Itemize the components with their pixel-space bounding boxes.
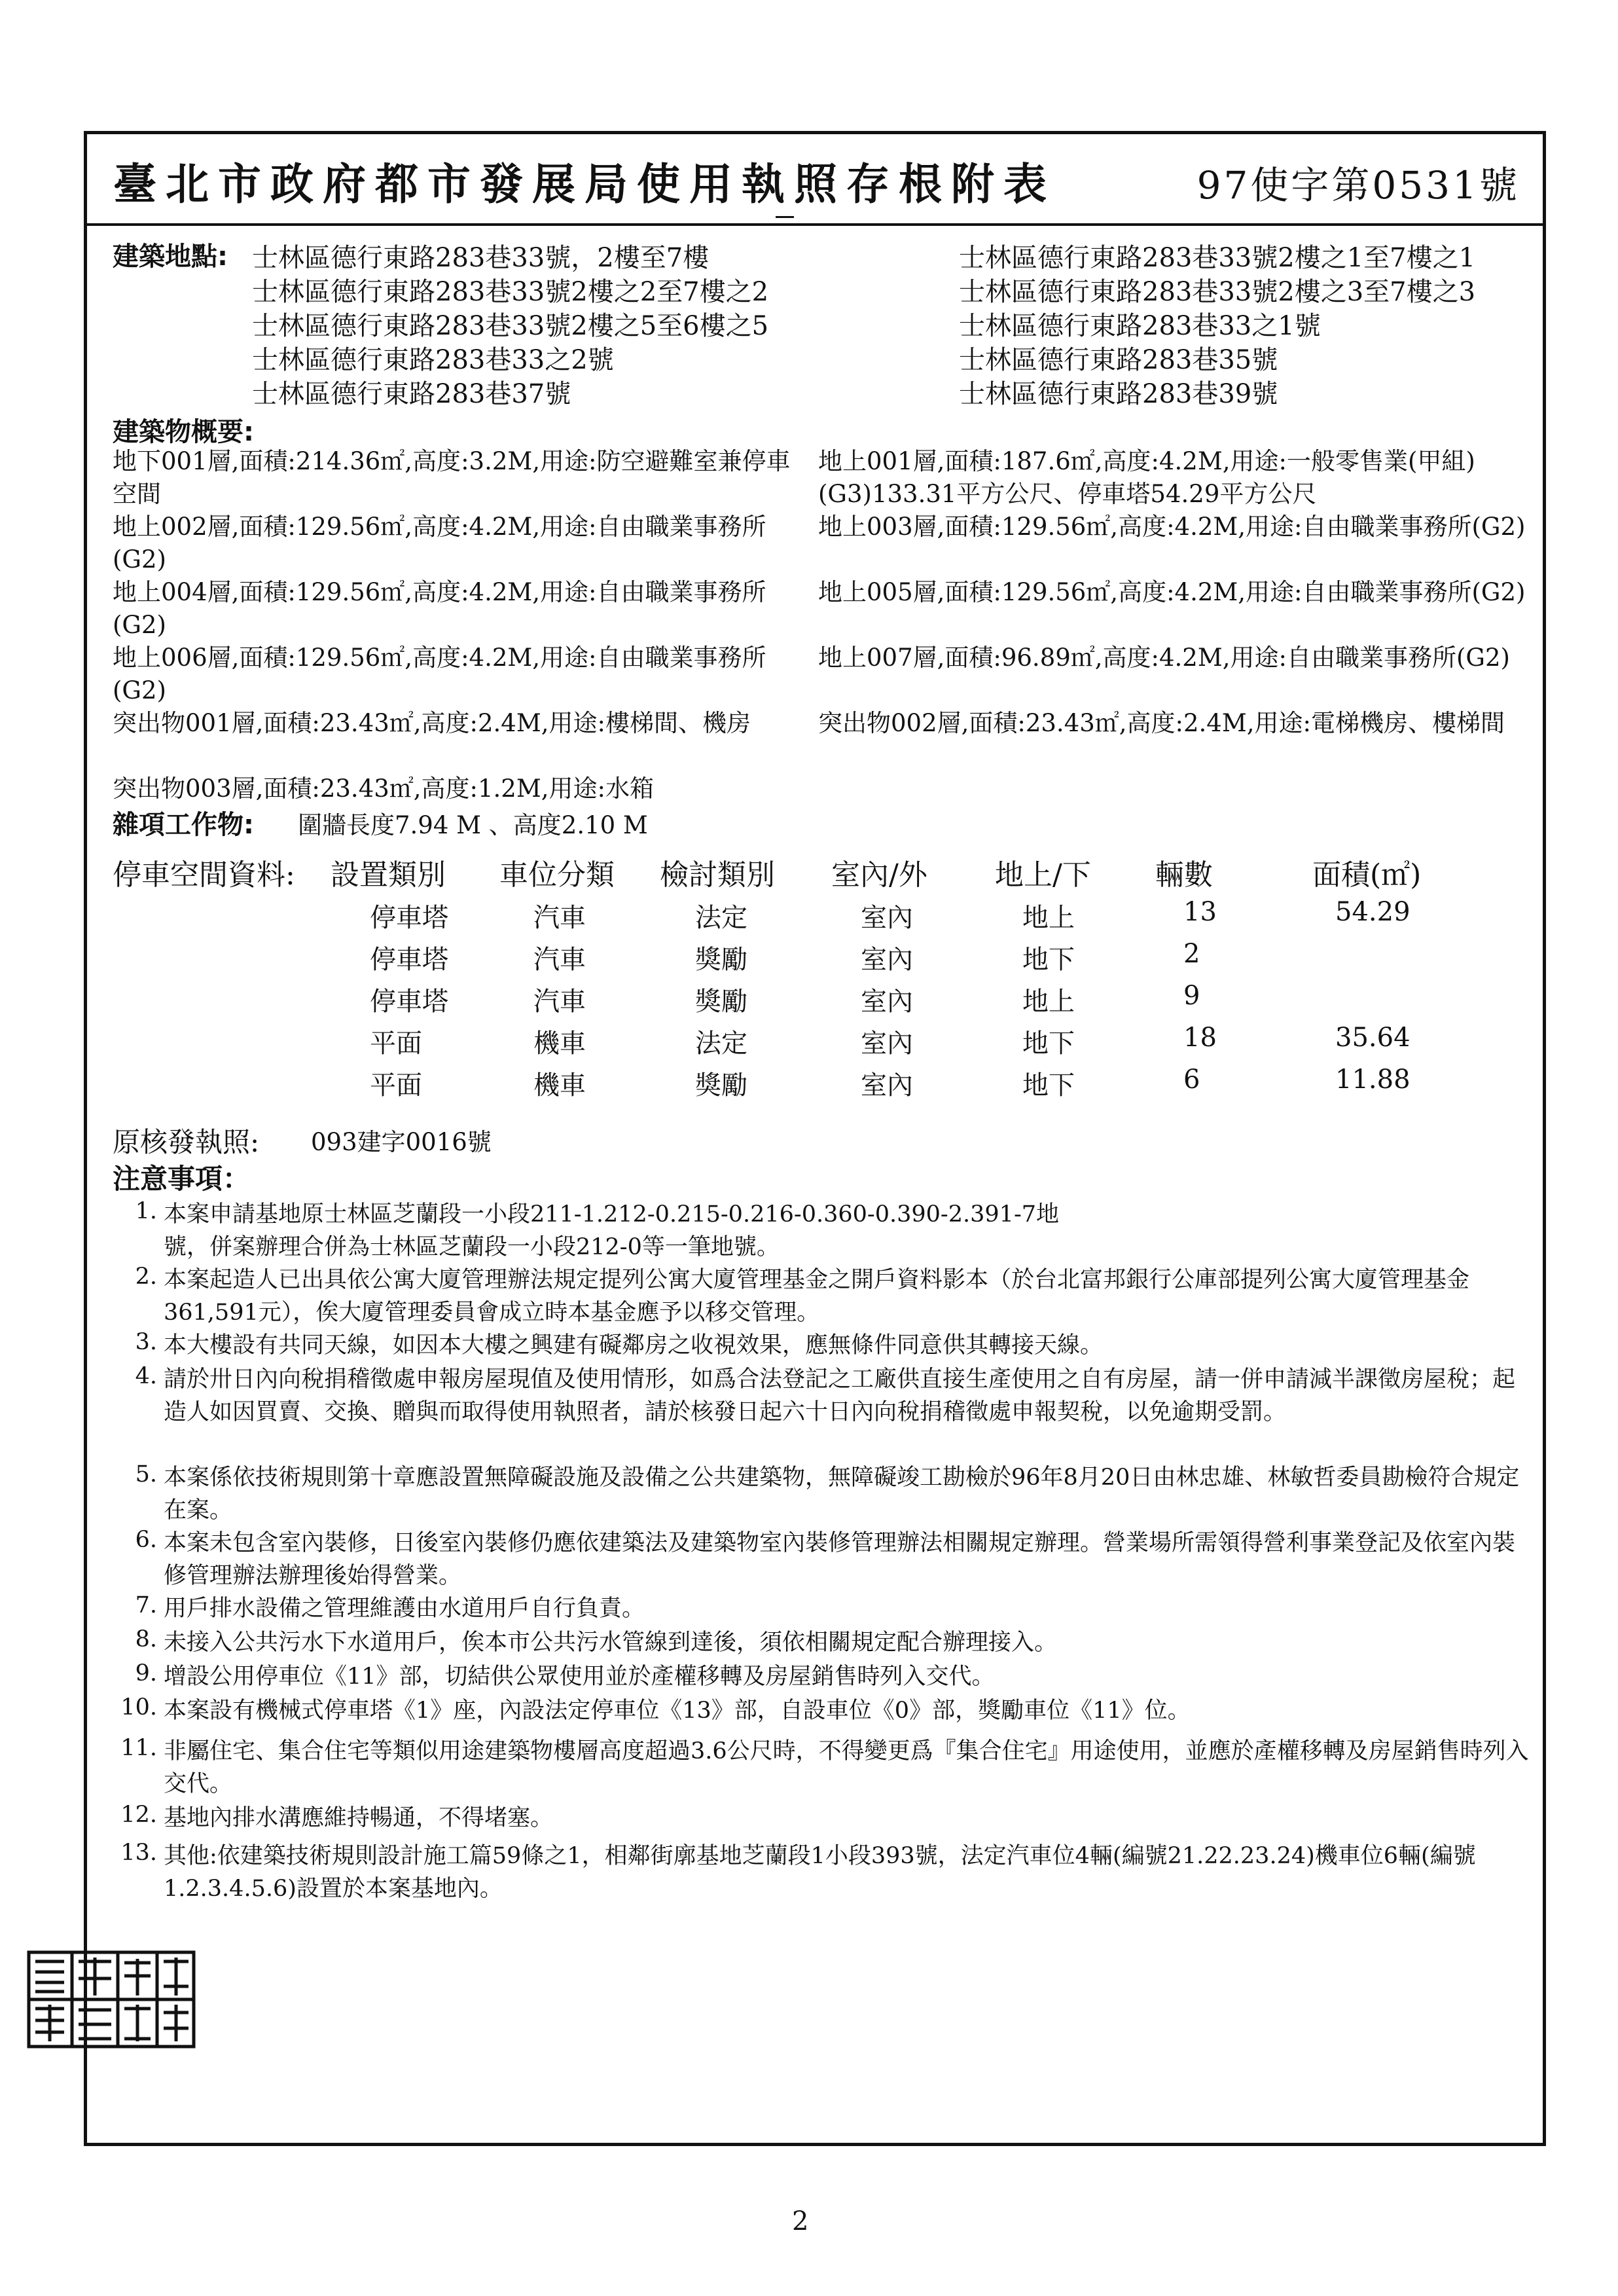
location-right-5: 士林區德行東路283巷39號 (959, 379, 1278, 409)
location-left-2: 士林區德行東路283巷33號2樓之2至7樓之2 (252, 277, 769, 307)
note-item: 非屬住宅、集合住宅等類似用途建築物樓層高度超過3.6公尺時，不得變更爲『集合住宅』用途使用，並應於產權移轉及房屋銷售時列入交代。 (164, 1738, 1529, 1797)
cell-count: 6 (1183, 1065, 1200, 1095)
cell-inout: 室內 (861, 987, 913, 1017)
location-right-1: 士林區德行東路283巷33號2樓之1至7樓之1 (959, 243, 1476, 273)
document-header (84, 131, 1546, 226)
note-item: 本大樓設有共同天線，如因本大樓之興建有礙鄰房之收視效果，應無條件同意供其轉接天線。 (164, 1332, 1104, 1358)
cell-review: 法定 (695, 1029, 747, 1059)
cell-count: 13 (1183, 897, 1217, 927)
note-number: 2. (135, 1264, 157, 1290)
note-number: 13. (120, 1840, 157, 1866)
cell-count: 18 (1183, 1023, 1217, 1053)
cell-class: 機車 (533, 1029, 586, 1059)
note-item: 本案申請基地原士林區芝蘭段一小段211-1.212-0.215-0.216-0.360-0.390-2.391-7地號，併案辦理合併為士林區芝蘭段一小段212-0等一筆地號。 (164, 1201, 1060, 1260)
cell-class: 汽車 (533, 903, 586, 933)
floor-5f: 地上005層,面積:129.56㎡,高度:4.2M,用途:自由職業事務所(G2) (818, 578, 1526, 606)
parking-header-review: 檢討類別 (660, 858, 775, 892)
note-number: 6. (135, 1527, 157, 1553)
floor-b1: 地下001層,面積:214.36㎡,高度:3.2M,用途:防空避難室兼停車空間 (113, 447, 791, 508)
parking-label: 停車空間資料: (113, 858, 295, 892)
location-right-3: 士林區德行東路283巷33之1號 (959, 311, 1321, 341)
document-title: 臺北市政府都市發展局使用執照存根附表 (113, 158, 1056, 210)
note-number: 10. (120, 1694, 157, 1721)
floor-2f: 地上002層,面積:129.56㎡,高度:4.2M,用途:自由職業事務所(G2) (113, 513, 766, 574)
cell-level: 地上 (1022, 987, 1075, 1017)
parking-header-count: 輛數 (1155, 858, 1213, 892)
note-number: 7. (135, 1592, 157, 1618)
location-left-4: 士林區德行東路283巷33之2號 (252, 345, 614, 375)
note-item: 其他:依建築技術規則設計施工篇59條之1，相鄰街廓基地芝蘭段1小段393號，法定汽車位4輛(編號21.22.23.24)機車位6輛(編號1.2.3.4.5.6)設置於本案基地內。 (164, 1843, 1476, 1902)
cell-class: 汽車 (533, 987, 586, 1017)
floor-1f: 地上001層,面積:187.6㎡,高度:4.2M,用途:一般零售業(甲組)(G3)133.31平方公尺、停車塔54.29平方公尺 (818, 447, 1475, 508)
note-item: 請於卅日內向稅捐稽徵處申報房屋現值及使用情形，如爲合法登記之工廠供直接生產使用之自有房屋，請一併申請減半課徵房屋稅；起造人如因買賣、交換、贈與而取得使用執照者，請於核發日起六十日內向稅捐稽徵處申報契稅，以免逾期受罰。 (164, 1366, 1516, 1425)
cell-class: 機車 (533, 1070, 586, 1101)
note-item: 本案係依技術規則第十章應設置無障礙設施及設備之公共建築物，無障礙竣工勘檢於96年8月20日由林忠雄、林敏哲委員勘檢符合規定在案。 (164, 1465, 1520, 1523)
note-number: 3. (135, 1329, 157, 1355)
cell-type: 平面 (370, 1070, 422, 1101)
parking-header-inout: 室內/外 (831, 858, 927, 892)
original-permit-label: 原核發執照: (113, 1126, 260, 1158)
floor-3f: 地上003層,面積:129.56㎡,高度:4.2M,用途:自由職業事務所(G2) (818, 513, 1526, 541)
cell-type: 平面 (370, 1029, 422, 1059)
location-label: 建築地點: (113, 242, 228, 272)
cell-inout: 室內 (861, 903, 913, 933)
cell-count: 2 (1183, 939, 1200, 969)
note-item: 基地內排水溝應維持暢通，不得堵塞。 (164, 1805, 554, 1831)
note-number: 9. (135, 1660, 157, 1686)
note-item: 本案設有機械式停車塔《1》座，內設法定停車位《13》部，自設車位《0》部，獎勵車位《11》位。 (164, 1698, 1191, 1724)
cell-area: 54.29 (1335, 897, 1411, 927)
cell-area: 11.88 (1335, 1065, 1411, 1095)
floor-r3: 突出物003層,面積:23.43㎡,高度:1.2M,用途:水箱 (113, 774, 654, 803)
cell-inout: 室內 (861, 1029, 913, 1059)
cell-review: 獎勵 (695, 987, 747, 1017)
cell-review: 獎勵 (695, 1070, 747, 1101)
cell-level: 地下 (1022, 1029, 1075, 1059)
floor-r2: 突出物002層,面積:23.43㎡,高度:2.4M,用途:電梯機房、樓梯間 (818, 709, 1505, 737)
floor-6f: 地上006層,面積:129.56㎡,高度:4.2M,用途:自由職業事務所(G2) (113, 644, 766, 704)
misc-label: 雜項工作物: (113, 810, 254, 840)
note-item: 本案起造人已出具依公寓大廈管理辦法規定提列公寓大廈管理基金之開戶資料影本（於台北富邦銀行公庫部提列公寓大廈管理基金361,591元），俟大廈管理委員會成立時本基金應予以移交管理。 (164, 1267, 1470, 1326)
cell-type: 停車塔 (370, 903, 448, 933)
floor-4f: 地上004層,面積:129.56㎡,高度:4.2M,用途:自由職業事務所(G2) (113, 578, 766, 639)
official-seal-stamp (26, 1950, 196, 2049)
cell-level: 地下 (1022, 1070, 1075, 1101)
note-number: 12. (120, 1802, 157, 1828)
notes-label: 注意事項： (113, 1163, 251, 1195)
parking-header-class: 車位分類 (499, 858, 615, 892)
parking-header-area: 面積(㎡) (1312, 858, 1422, 892)
note-item: 增設公用停車位《11》部，切結供公眾使用並於產權移轉及房屋銷售時列入交代。 (164, 1664, 995, 1690)
misc-value: 圍牆長度7.94 M 、高度2.10 M (298, 811, 648, 839)
note-number: 5. (135, 1461, 157, 1487)
note-item: 未接入公共污水下水道用戶，俟本市公共污水管線到達後，須依相關規定配合辦理接入。 (164, 1630, 1058, 1656)
note-item: 用戶排水設備之管理維護由水道用戶自行負責。 (164, 1595, 645, 1622)
cell-count: 9 (1183, 981, 1200, 1011)
note-item: 本案未包含室內裝修，日後室內裝修仍應依建築法及建築物室內裝修管理辦法相關規定辦理。營業場所需領得營利事業登記及依室內裝修管理辦法辦理後始得營業。 (164, 1530, 1516, 1589)
cell-class: 汽車 (533, 945, 586, 975)
page-number: 2 (792, 2206, 809, 2236)
cell-inout: 室內 (861, 945, 913, 975)
note-number: 8. (135, 1626, 157, 1652)
cell-area: 35.64 (1335, 1023, 1411, 1053)
parking-header-type: 設置類別 (331, 858, 446, 892)
note-number: 4. (135, 1363, 157, 1389)
cell-level: 地下 (1022, 945, 1075, 975)
original-permit-value: 093建字0016號 (311, 1128, 492, 1156)
cell-review: 獎勵 (695, 945, 747, 975)
overview-label: 建築物概要: (113, 417, 254, 447)
location-right-2: 士林區德行東路283巷33號2樓之3至7樓之3 (959, 277, 1476, 307)
cell-inout: 室內 (861, 1070, 913, 1101)
location-left-1: 士林區德行東路283巷33號，2樓至7樓 (252, 243, 710, 273)
cell-type: 停車塔 (370, 945, 448, 975)
floor-r1: 突出物001層,面積:23.43㎡,高度:2.4M,用途:樓梯間、機房 (113, 709, 751, 737)
location-left-3: 士林區德行東路283巷33號2樓之5至6樓之5 (252, 311, 769, 341)
location-right-4: 士林區德行東路283巷35號 (959, 345, 1278, 375)
cell-type: 停車塔 (370, 987, 448, 1017)
cell-level: 地上 (1022, 903, 1075, 933)
note-number: 11. (120, 1735, 157, 1761)
location-left-5: 士林區德行東路283巷37號 (252, 379, 571, 409)
divider (776, 216, 794, 218)
parking-header-level: 地上/下 (995, 858, 1091, 892)
note-number: 1. (135, 1198, 157, 1224)
permit-number: 97使字第0531號 (1196, 163, 1520, 208)
floor-7f: 地上007層,面積:96.89㎡,高度:4.2M,用途:自由職業事務所(G2) (818, 644, 1510, 672)
cell-review: 法定 (695, 903, 747, 933)
